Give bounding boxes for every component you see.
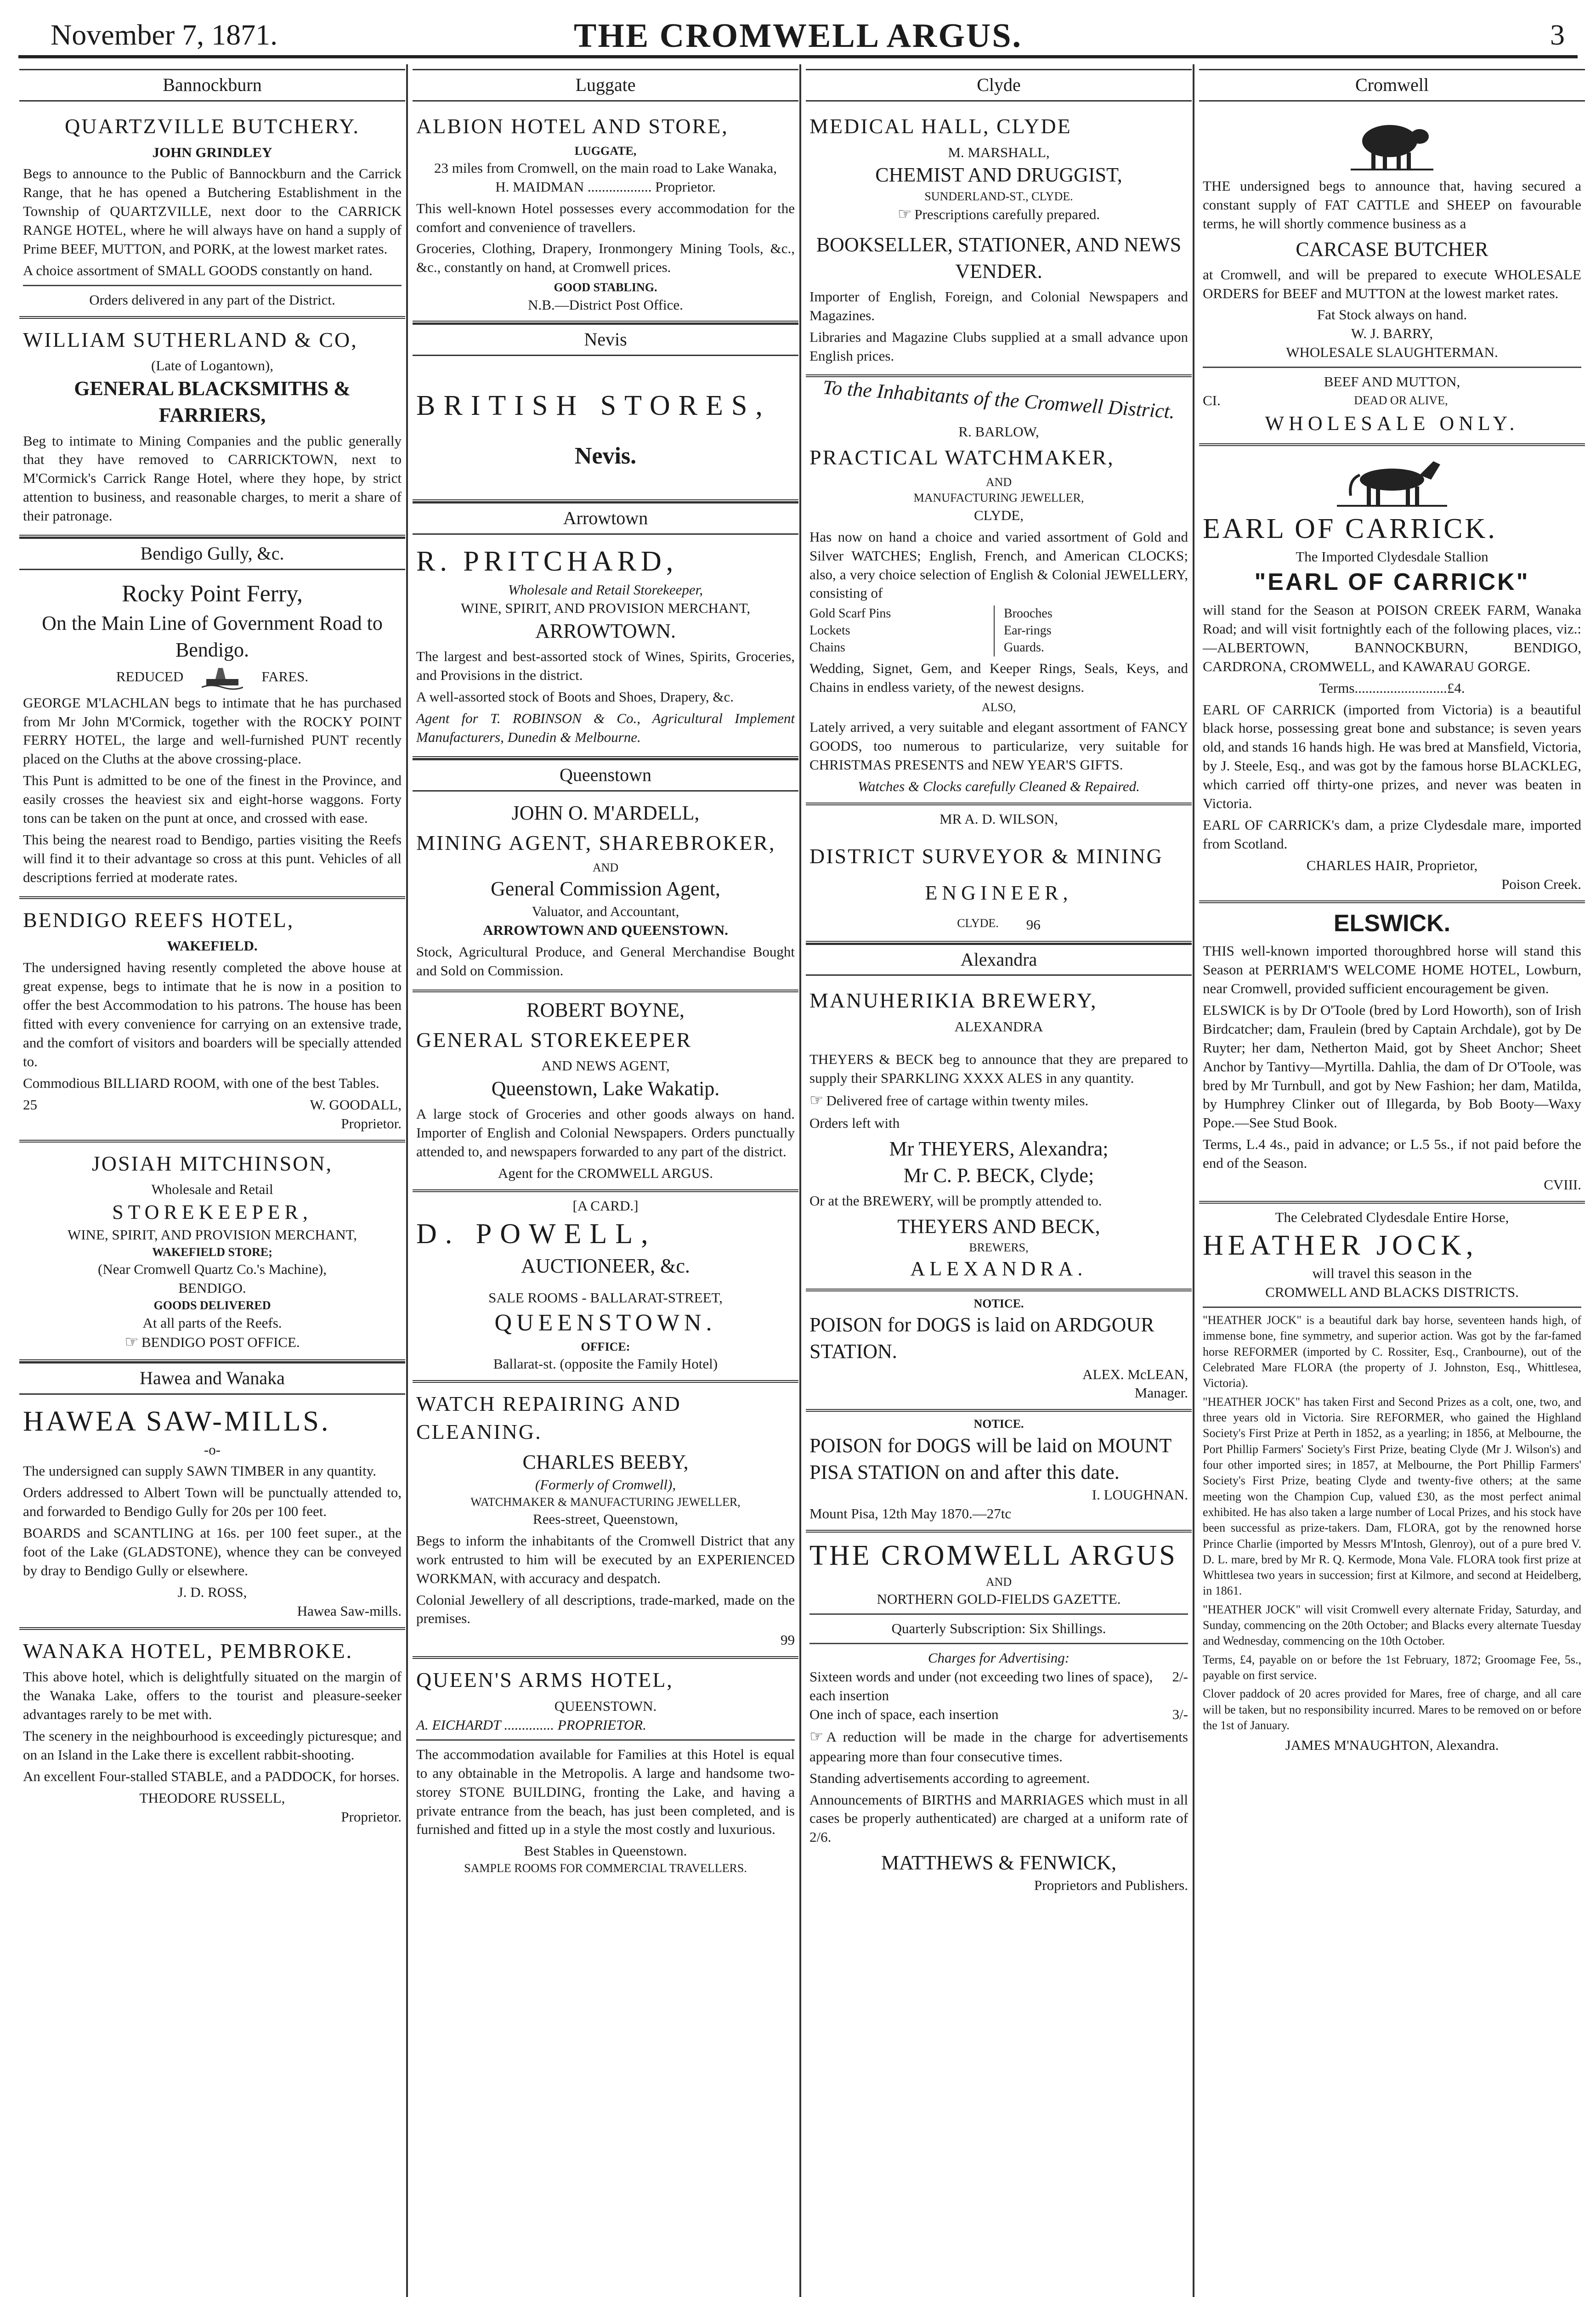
ad-body: at Cromwell, and will be prepared to execute WHOLESALE ORDERS for BEEF and MUTTON at the lowest market rates. (1203, 266, 1581, 301)
ad-post-office (23, 1332, 402, 1353)
horse-icon (1337, 454, 1447, 509)
ad-josiah-mitchinson (19, 1143, 405, 1363)
ad-body: EARL OF CARRICK's dam, a prize Clydesdale mare, imported from Scotland. (1203, 816, 1581, 852)
ad-title: PRACTICAL WATCHMAKER, (809, 446, 1115, 470)
ad-subtitle: On the Main Line of Government Road to Bendigo. (42, 611, 383, 661)
ad-number: CVIII. (1544, 1177, 1581, 1193)
ad-queens-arms-hotel (413, 1659, 798, 1883)
ad-body: "HEATHER JOCK" will visit Cromwell every alternate Friday, Saturday, and Sunday, commencing on the 20th October; and Blacks every alternate Tuesday and Wednesday, commencing on the 10th October. (1203, 1602, 1581, 1648)
ad-dead: DEAD OR ALIVE, (1354, 394, 1448, 407)
ad-body: This above hotel, which is delightfully situated on the margin of the Wanaka Lake, offers to the tourist and pleasure-seeker advantages rarely to be met with. (23, 1669, 402, 1723)
ad-cl: CI. (1203, 392, 1221, 409)
ad-role: WHOLESALE SLAUGHTERMAN. (1286, 344, 1498, 361)
ad-subtitle: (Late of Logantown), (151, 357, 273, 374)
ad-number: 99 (781, 1632, 795, 1648)
ad-orders: Orders left with (809, 1115, 900, 1131)
ad-also: ALSO, (981, 701, 1016, 714)
ad-body: BOARDS and SCANTLING at 16s. per 100 feet super., at the foot of the Lake (GLADSTONE), whence they can be conveyed by dray to Bendigo Gully or elsewhere. (23, 1525, 402, 1578)
prescriptions-label: Prescriptions carefully prepared. (914, 206, 1100, 222)
ad-districts: CROMWELL AND BLACKS DISTRICTS. (1265, 1284, 1519, 1301)
rate-label: One inch of space, each insertion (809, 1706, 999, 1722)
ad-agent: Agent for the CROMWELL ARGUS. (498, 1165, 713, 1182)
ad-owner: JAMES M'NAUGHTON, Alexandra. (1285, 1737, 1499, 1754)
column-rule (406, 64, 408, 2297)
divider (23, 285, 402, 286)
ad-engineer: ENGINEER, (925, 881, 1073, 904)
ad-place: Poison Creek. (1501, 876, 1581, 892)
ad-body: A large stock of Groceries and other goods always on hand. Importer of English and Colonial Newspapers. Orders punctually attended to, and newspapers forwarded to any part of the district. (416, 1106, 795, 1160)
ad-barlow (806, 377, 1192, 805)
page-number: 3 (1550, 18, 1565, 51)
sheep-icon (1351, 113, 1433, 173)
ad-place: WAKEFIELD. (167, 938, 258, 954)
ad-powell (413, 1192, 798, 1383)
ad-title: BRITISH STORES, (416, 390, 771, 422)
ferry-punt-icon (202, 663, 243, 691)
rate-value: 3/- (1172, 1706, 1188, 1722)
ad-address: Rees-street, Queenstown, (533, 1511, 678, 1527)
ad-title: R. PRITCHARD, (416, 546, 678, 577)
ad-place: Hawea Saw-mills. (297, 1602, 402, 1619)
ad-body: This Punt is admitted to be one of the finest in the Province, and easily crosses the heaviest six and eight-horse waggons. Forty tons can be taken on the punt at once, and crossed with ease. (23, 772, 402, 826)
post-office-label: BENDIGO POST OFFICE. (141, 1334, 300, 1351)
ad-order-brewery: Or at the BREWERY, will be promptly attended to. (809, 1192, 1102, 1209)
rate-value: 2/- (1172, 1669, 1188, 1685)
ad-trade: WATCHMAKER & MANUFACTURING JEWELLER, (470, 1495, 741, 1509)
column-rule (1193, 64, 1194, 2297)
ad-terms: Terms..........................£4. (1319, 679, 1465, 696)
list-item: Chains (809, 640, 845, 655)
ad-banner: To the Inhabitants of the Cromwell District. (822, 376, 1176, 424)
notice-label: NOTICE. (973, 1297, 1024, 1311)
ad-body: This being the nearest road to Bendigo, parties visiting the Reefs will find it to their advantage so cross at this punt. Vehicles of all descriptions ferried at moderate rates. (23, 832, 402, 885)
ad-place: LUGGATE, (574, 144, 637, 158)
ad-title: THE CROMWELL ARGUS (809, 1539, 1177, 1571)
ad-stables: Best Stables in Queenstown. (524, 1843, 687, 1859)
ad-role: AUCTIONEER, &c. (521, 1255, 690, 1278)
ad-title: BENDIGO REEFS HOTEL, (23, 908, 294, 932)
ad-footer: Orders delivered in any part of the District. (89, 291, 335, 308)
list-item: Brooches (1004, 606, 1053, 621)
ad-subscription: Quarterly Subscription: Six Shillings. (891, 1620, 1106, 1637)
ad-name: ROBERT BOYNE, (526, 998, 685, 1021)
column-1 (19, 69, 405, 2297)
ad-address: SUNDERLAND-ST., CLYDE. (924, 189, 1073, 203)
ad-distance: 23 miles from Cromwell, on the main road to Lake Wanaka, (434, 159, 777, 176)
ad-store: WAKEFIELD STORE; (152, 1245, 272, 1259)
ad-body: Importer of English, Foreign, and Colonial Newspapers and Magazines. (809, 288, 1188, 323)
ad-number: 25 (23, 1096, 37, 1113)
ad-body: Groceries, Clothing, Drapery, Ironmongery Mining Tools, &c., &c., constantly on hand, at Cromwell prices. (416, 240, 795, 276)
ad-beef: BEEF AND MUTTON, (1324, 373, 1460, 390)
ad-body: THE undersigned begs to announce that, having secured a constant supply of FAT CATTLE and SHEEP on favourable terms, he will shortly commence business as a (1203, 177, 1581, 232)
masthead (18, 10, 1578, 58)
ad-title: MANUHERIKIA BREWERY, (809, 989, 1098, 1013)
ad-title: HEATHER JOCK, (1203, 1229, 1478, 1261)
section-header: Bannockburn (19, 69, 405, 102)
ad-proprietor: A. EICHARDT .............. PROPRIETOR. (416, 1716, 646, 1733)
ad-subtitle: NORTHERN GOLD-FIELDS GAZETTE. (877, 1591, 1121, 1607)
ad-terms: Terms, L.4 4s., paid in advance; or L.5 5s., if not paid before the end of the Season. (1203, 1136, 1581, 1171)
ad-subtitle: Wholesale and Retail Storekeeper, (508, 581, 703, 598)
ad-trade-2: WINE, SPIRIT, AND PROVISION MERCHANT, (67, 1227, 357, 1243)
ad-town: QUEENSTOWN. (494, 1310, 717, 1336)
section-header: Bendigo Gully, &c. (19, 537, 405, 570)
ad-proprietor: W. GOODALL, (310, 1096, 402, 1113)
ad-charles-beeby (413, 1383, 798, 1659)
rate-label: Sixteen words and under (not exceeding two lines of space), each insertion (809, 1669, 1153, 1704)
ad-body: Wedding, Signet, Gem, and Keeper Rings, Seals, Keys, and Chains in endless variety, of the newest designs. (809, 660, 1188, 696)
section-header: Clyde (806, 69, 1192, 102)
ad-body: Stock, Agricultural Produce, and General Merchandise Bought and Sold on Commission. (416, 943, 795, 979)
ad-fat-stock: Fat Stock always on hand. (1317, 306, 1467, 323)
ad-body: An excellent Four-stalled STABLE, and a PADDOCK, for horses. (23, 1768, 400, 1784)
ad-body: "HEATHER JOCK" has taken First and Second Prizes as a colt, one, two, and three years old in Victoria. Sire REFORMER, who gained the Highland Society's First Prize at Perth in 1852, as a yearling; in 1856, at Melbourne, the Port Phillip Farmers' Society's First Prize, beating Clyde (Mr J. Wilson's) and four other imported sires; in 1857, at Melbourne, the Port Phillip Farmers' Society's First Prize, beating Clyde and twenty-five others; at the same meeting won the Champion Cup, valued £30, as the most perfect animal exhibited. He has also taken a large number of Local Prizes, and his stock have been successful as prize-takers. Dam, FLORA, got by the renowned horse Prince Charlie (imported by Messrs M'Intosh, Glenroy), out of a pure bred V. D. L. mare, bred by Mr R. Q. Kermode, Mona Vale. FLORA took first prize at Whittlesea two years in succession; first at Kilmore, and second at Heidelberg, in 1861. (1203, 1395, 1581, 1598)
ad-name: CHARLES BEEBY, (522, 1450, 689, 1473)
ad-body: Lately arrived, a very suitable and elegant assortment of FANCY GOODS, too numerous to particularize, very suitable for CHRISTMAS PRESENTS and NEW YEAR'S GIFTS. (809, 719, 1188, 773)
notice-name: I. LOUGHNAN. (1092, 1486, 1188, 1503)
ad-body: Colonial Jewellery of all descriptions, trade-marked, made on the premises. (416, 1591, 795, 1627)
ad-trade: MANUFACTURING JEWELLER, (913, 491, 1084, 505)
ad-body: Begs to announce to the Public of Bannockburn and the Carrick Range, that he has opened a Butchering Establishment in the Township of QUARTZVILLE, next door to the CARRICK RANGE HOTEL, where he will always have on hand a supply of Prime BEEF, MUTTON, and PORK, at the lowest market rates. (23, 165, 402, 257)
ad-order-point: Mr THEYERS, Alexandra; (889, 1137, 1109, 1160)
ad-town: ARROWTOWN. (535, 620, 676, 643)
ad-body: THIS well-known imported thoroughbred horse will stand this Season at PERRIAM'S WELCOME HOME HOTEL, Lowburn, near Cromwell, provided sufficient encouragement be given. (1203, 943, 1581, 997)
ad-town: ALEXANDRA (954, 1018, 1043, 1035)
ad-body: Begs to inform the inhabitants of the Cromwell District that any work entrusted to him will be executed by an EXPERIENCED WORKMAN, with accuracy and despatch. (416, 1532, 795, 1586)
ad-town: BENDIGO. (178, 1280, 246, 1296)
ad-post: N.B.—District Post Office. (528, 296, 683, 313)
divider (1203, 1307, 1581, 1308)
ad-proprietor: J. D. ROSS, (177, 1584, 247, 1600)
ad-name: W. J. BARRY, (1351, 325, 1433, 342)
ad-quartzville-butchery (19, 105, 405, 319)
ad-valuator: Valuator, and Accountant, (532, 903, 679, 919)
ad-sutherland (19, 319, 405, 537)
ad-town: CLYDE, (974, 507, 1024, 523)
ad-name: THEYERS AND BECK, (897, 1215, 1100, 1238)
ad-place: Queenstown, Lake Wakatip. (491, 1077, 720, 1100)
column-3 (806, 69, 1192, 2297)
ad-title: WILLIAM SUTHERLAND & CO, (23, 328, 358, 351)
divider (1203, 367, 1581, 368)
divider (416, 1739, 795, 1741)
delivery-label: Delivered free of cartage within twenty miles. (826, 1092, 1089, 1109)
ad-name: M. MARSHALL, (948, 144, 1050, 160)
notice-body: POISON for DOGS is laid on ARDGOUR STATION. (809, 1313, 1155, 1363)
ad-body: Libraries and Magazine Clubs supplied at a small advance upon English prices. (809, 328, 1188, 364)
ad-charges-heading: Charges for Advertising: (928, 1650, 1070, 1666)
ad-body: ELSWICK is by Dr O'Toole (bred by Lord Howorth), son of Irish Birdcatcher; dam, Fraulein (bred by Captain Archdale), got by De Ruyter; her dam, Netherton Maid, got by Sheet Anchor; Sheet Anchor by Tantivy—Myrtilla. Dahlia, the dam of Dr O'Toole, was bred by Mr Turnbull, and got by New Fashion; her dam, Matilda, by Humphrey Clinker out of Illegarda, by Bob Booty—Waxy Pope.—See Stud Book. (1203, 1001, 1581, 1131)
ad-wanaka-hotel (19, 1630, 405, 1833)
ad-divider-mark: -o- (204, 1441, 221, 1458)
ad-parts: At all parts of the Reefs. (142, 1314, 282, 1331)
ad-body: The scenery in the neighbourhood is exceedingly picturesque; and on an Island in the Lake there is excellent rabbit-shooting. (23, 1728, 402, 1763)
ad-watches: Watches & Clocks carefully Cleaned & Repaired. (858, 778, 1140, 795)
ad-proprietor: H. MAIDMAN .................. Proprietor. (495, 178, 716, 195)
ad-title: MEDICAL HALL, CLYDE (809, 114, 1072, 138)
ad-body: Has now on hand a choice and varied assortment of Gold and Silver WATCHES; English, French, and American CLOCKS; also, a very choice selection of English & Colonial JEWELLERY, consisting of (809, 528, 1188, 601)
ad-role: Proprietors and Publishers. (1034, 1877, 1188, 1894)
ad-dead-row (1203, 391, 1581, 410)
section-header: Cromwell (1199, 69, 1585, 102)
ad-wholesale: WHOLESALE ONLY. (1265, 412, 1519, 435)
ad-order-point: Mr C. P. BECK, Clyde; (903, 1164, 1094, 1187)
ferry-fares-row (23, 663, 402, 691)
ad-body: Commodious BILLIARD ROOM, with one of the best Tables. (23, 1075, 379, 1091)
item-list-left (809, 605, 995, 656)
ad-title: GENERAL STOREKEEPER (416, 1028, 692, 1052)
ad-rocky-point-ferry (19, 574, 405, 899)
ad-name: JOHN O. M'ARDELL, (511, 801, 700, 824)
list-item: Gold Scarf Pins (809, 606, 891, 621)
ad-title: QUARTZVILLE BUTCHERY. (64, 114, 360, 138)
pointing-hand-icon: ☞ (809, 1092, 824, 1109)
ad-body: "HEATHER JOCK" is a beautiful dark bay horse, seventeen hands high, of immense bone, fine symmetry, and superior action. Was got by the far-famed horse REFORMER (imported by C. Rossiter, Esq., Cranbourne), out of the Celebrated Mare FLORA (the property of J. Johnston, Esq., Whittlesea, Victoria). (1203, 1313, 1581, 1390)
ad-title: MINING AGENT, SHAREBROKER, (416, 831, 776, 854)
ad-card-label: [A CARD.] (572, 1198, 639, 1214)
pointing-hand-icon: ☞ (125, 1334, 139, 1351)
ad-subtitle: The Celebrated Clydesdale Entire Horse, (1275, 1209, 1509, 1225)
ad-proprietor: JOHN GRINDLEY (152, 144, 272, 160)
ad-title: Rocky Point Ferry, (122, 580, 303, 607)
horse-illustration (1203, 454, 1581, 509)
ad-title: ELSWICK. (1333, 910, 1451, 937)
section-header: Alexandra (806, 944, 1192, 976)
issue-date: November 7, 1871. (51, 18, 278, 51)
ad-mcardell (413, 795, 798, 992)
ad-elswick (1199, 903, 1585, 1204)
rate-row (809, 1668, 1188, 1705)
ad-standing: Standing advertisements according to agreement. (809, 1770, 1090, 1786)
column-4 (1199, 69, 1585, 2297)
list-item: Ear-rings (1004, 623, 1052, 638)
ad-body: THEYERS & BECK beg to announce that they are prepared to supply their SPARKLING XXXX ALES in any quantity. (809, 1051, 1188, 1086)
ad-notice-mount-pisa (806, 1412, 1192, 1532)
ad-agent: Agent for T. ROBINSON & Co., Agricultural Implement Manufacturers, Dunedin & Melbourne. (416, 710, 795, 746)
ad-body: The undersigned having resently completed the above house at great expense, begs to intimate that he is now in a position to offer the best Accommodation to his patrons. The house has been fitted with every convenience for carrying on an extensive trade, and the comfort of visitors and boarders will be specially attended to. (23, 959, 402, 1069)
pointing-hand-icon: ☞ (809, 1728, 824, 1745)
item-list-right (1004, 605, 1188, 656)
ad-paddock: Clover paddock of 20 acres provided for Mares, free of charge, and all care will be taken, but no responsibility incurred. Mares to be removed on or before the 1st of January. (1203, 1687, 1581, 1732)
section-header: Queenstown (413, 759, 798, 792)
ad-subtitle: AND NEWS AGENT, (541, 1058, 670, 1074)
ad-body: Beg to intimate to Mining Companies and the public generally that they have removed to CARRICKTOWN, next to M'Cormick's Carrick Range Hotel, where they hope, by strict attention to business, and reasonable charges, to merit a share of their patronage. (23, 432, 402, 524)
ad-trade: GENERAL BLACKSMITHS & FARRIERS, (74, 377, 351, 427)
ad-body: will stand for the Season at POISON CREEK FARM, Wanaka Road; and will visit fortnightly each of the following places, viz.:—ALBERTOWN, BANNOCKBURN, BENDIGO, CARDRONA, CROMWELL, and KAWARAU GORGE. (1203, 601, 1581, 674)
ad-goods: GOODS DELIVERED (153, 1299, 271, 1313)
ad-name: R. BARLOW, (958, 423, 1039, 440)
ad-town-row (809, 916, 1188, 934)
column-rule (799, 64, 801, 2297)
ad-sale-rooms: SALE ROOMS - BALLARAT-STREET, (488, 1290, 723, 1306)
ad-office-label: OFFICE: (581, 1340, 630, 1353)
notice-label: NOTICE. (973, 1417, 1024, 1431)
ad-births: Announcements of BIRTHS and MARRIAGES which must in all cases be properly authenticated) are charged at a uniform rate of 2/6. (809, 1791, 1188, 1845)
ad-subtitle: Wholesale and Retail (151, 1181, 273, 1198)
ad-address: Ballarat-st. (opposite the Family Hotel) (493, 1356, 718, 1372)
fares-label-right: FARES. (261, 668, 309, 685)
ad-place: ALEXANDRA. (910, 1257, 1087, 1280)
ad-stabling: GOOD STABLING. (554, 281, 657, 294)
notice-name: ALEX. McLEAN, (1082, 1366, 1188, 1382)
ad-title: WANAKA HOTEL, PEMBROKE. (23, 1639, 353, 1663)
ad-body: GEORGE M'LACHLAN begs to intimate that he has purchased from Mr John M'Cormick, together with the ROCKY POINT FERRY HOTEL, the large and well-furnished PUNT recently placed on the Cluths at the above crossing-place. (23, 694, 402, 767)
ad-heather-jock (1199, 1204, 1585, 1761)
ad-and: AND (985, 475, 1012, 489)
ad-body: This well-known Hotel possesses every accommodation for the comfort and convenience of travellers. (416, 200, 795, 235)
ad-subtitle-2: will travel this season in the (1312, 1265, 1472, 1282)
ad-owner: CHARLES HAIR, Proprietor, (1306, 857, 1478, 873)
list-item: Lockets (809, 623, 850, 638)
ad-manuherikia-brewery (806, 979, 1192, 1291)
ad-body: A choice assortment of SMALL GOODS constantly on hand. (23, 262, 373, 278)
ad-name: MR A. D. WILSON, (939, 810, 1058, 827)
ad-title: WATCH REPAIRING AND CLEANING. (416, 1392, 681, 1443)
ad-role: Proprietor. (341, 1808, 402, 1825)
column-2 (413, 69, 798, 2297)
ad-body: The undersigned can supply SAWN TIMBER in any quantity. (23, 1463, 376, 1479)
ad-towns: ARROWTOWN AND QUEENSTOWN. (483, 922, 728, 938)
ad-brewers: BREWERS, (969, 1240, 1029, 1254)
ad-role: Proprietor. (341, 1115, 402, 1132)
ad-near: (Near Cromwell Quartz Co.'s Machine), (98, 1261, 327, 1278)
ad-pritchard (413, 538, 798, 759)
ad-carcase: CARCASE BUTCHER (1296, 238, 1488, 260)
ad-item-list (809, 605, 1188, 656)
ad-hawea-saw-mills (19, 1398, 405, 1630)
ad-british-stores (413, 360, 798, 502)
ad-body: Orders addressed to Albert Town will be punctually attended to, and forwarded to Bendigo Gully for 20s per 100 feet. (23, 1484, 402, 1520)
ad-cromwell-argus (806, 1533, 1192, 1902)
ad-prescriptions (809, 204, 1188, 225)
ad-barry-butcher (1199, 105, 1585, 446)
ad-medical-hall (806, 105, 1192, 378)
ad-bookseller: BOOKSELLER, STATIONER, AND NEWS VENDER. (816, 233, 1182, 283)
ad-and: AND (985, 1575, 1012, 1589)
fares-label-left: REDUCED (116, 668, 184, 685)
ad-trade: WINE, SPIRIT, AND PROVISION MERCHANT, (460, 600, 751, 617)
section-header: Luggate (413, 69, 798, 102)
ad-title: ALBION HOTEL AND STORE, (416, 114, 729, 138)
section-header: Arrowtown (413, 502, 798, 535)
ad-title: DISTRICT SURVEYOR & MINING (809, 844, 1163, 868)
ad-trade: CHEMIST AND DRUGGIST, (875, 164, 1122, 187)
ad-earl-of-carrick (1199, 446, 1585, 903)
section-header: Hawea and Wanaka (19, 1362, 405, 1395)
ad-body: A well-assorted stock of Boots and Shoes, Drapery, &c. (416, 689, 734, 705)
ad-number: 96 (1026, 916, 1041, 933)
ad-reduction (809, 1727, 1188, 1766)
section-header: Nevis (413, 323, 798, 356)
divider (809, 1643, 1188, 1644)
rate-row (809, 1705, 1188, 1724)
ad-proprietors: MATTHEWS & FENWICK, (881, 1851, 1117, 1874)
ad-body: EARL OF CARRICK (imported from Victoria) is a beautiful black horse, possessing great bone and substance; is seven years old, and stands 16 hands high. He was bred at Mansfield, Victoria, by J. Steele, Esq., and was got by the famous horse BLACKLEG, which carried off thirty-one prizes, and never was beaten in Victoria. (1203, 701, 1581, 812)
ad-town: QUEENSTOWN. (554, 1697, 657, 1714)
ad-title: EARL OF CARRICK. (1203, 513, 1497, 545)
ad-robert-boyne (413, 992, 798, 1192)
pointing-hand-icon: ☞ (897, 205, 912, 223)
ad-title: JOSIAH MITCHINSON, (91, 1151, 333, 1175)
ad-wilson (806, 805, 1192, 944)
sheep-illustration (1203, 113, 1581, 173)
divider (809, 1613, 1188, 1615)
ad-title: HAWEA SAW-MILLS. (23, 1406, 331, 1437)
paper-title: THE CROMWELL ARGUS. (573, 17, 1022, 55)
notice-date: Mount Pisa, 12th May 1870.—27tc (809, 1505, 1012, 1522)
ad-commission: General Commission Agent, (491, 877, 720, 900)
ad-title: QUEEN'S ARMS HOTEL, (416, 1668, 673, 1692)
ad-town: CLYDE. (957, 916, 999, 930)
ad-stallion-name: "EARL OF CARRICK" (1254, 569, 1530, 596)
ad-body: The accommodation available for Families at this Hotel is equal to any obtainable in the Metropolis. A large and handsome two-storey STONE BUILDING, fronting the Lake, and having a private entrance from the beach, has just been completed, and is furnished and fitted up in a style the most costly and luxurious. (416, 1746, 795, 1838)
ad-former: (Formerly of Cromwell), (535, 1476, 676, 1493)
ad-bendigo-reefs-hotel (19, 899, 405, 1143)
ad-proprietor: THEODORE RUSSELL, (139, 1789, 285, 1806)
ad-title: D. POWELL, (416, 1218, 657, 1250)
notice-role: Manager. (1134, 1385, 1188, 1401)
notice-body: POISON for DOGS will be laid on MOUNT PISA STATION on and after this date. (809, 1434, 1172, 1483)
ad-delivery (809, 1091, 1188, 1111)
ad-and: AND (592, 860, 619, 874)
reduction-label: A reduction will be made in the charge for advertisements appearing more than four consecutive times. (809, 1728, 1188, 1765)
ad-place: Nevis. (574, 442, 637, 469)
list-item: Guards. (1004, 640, 1044, 655)
ad-subtitle: The Imported Clydesdale Stallion (1296, 549, 1488, 565)
ad-terms: Terms, £4, payable on or before the 1st February, 1872; Groomage Fee, 5s., payable on first service. (1203, 1652, 1581, 1682)
ad-albion-hotel (413, 105, 798, 324)
ad-trade: STOREKEEPER, (112, 1201, 312, 1224)
ad-sample-rooms: SAMPLE ROOMS FOR COMMERCIAL TRAVELLERS. (464, 1861, 747, 1875)
ad-notice-ardgour (806, 1291, 1192, 1412)
signature-row (23, 1096, 402, 1115)
ad-body: The largest and best-assorted stock of Wines, Spirits, Groceries, and Provisions in the district. (416, 648, 795, 684)
